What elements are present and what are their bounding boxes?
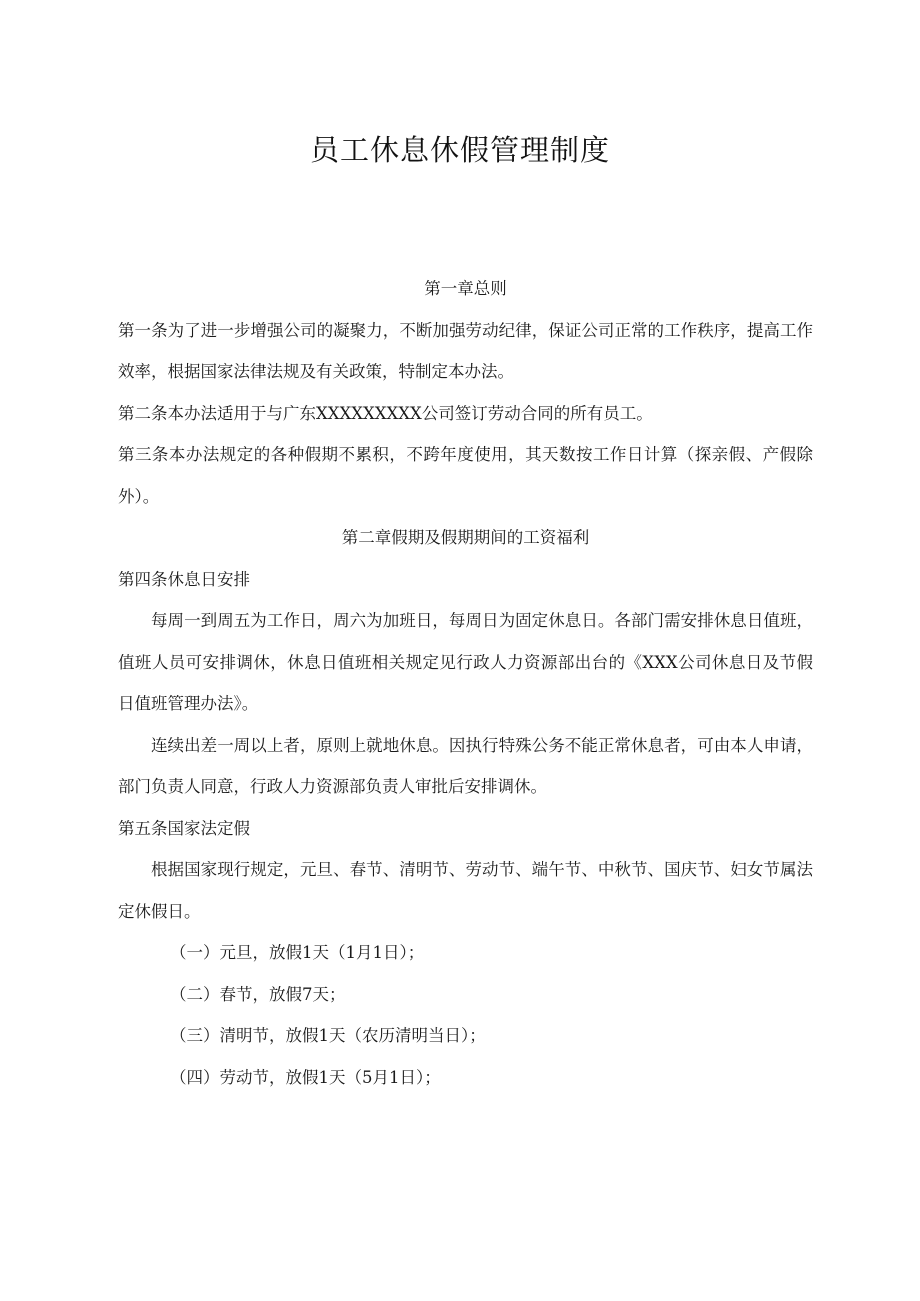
article-5-heading: 第五条国家法定假 <box>118 818 250 838</box>
holiday-item: （二）春节，放假7天； <box>170 984 346 1004</box>
article-2: 第二条本办法适用于与广东XXXXXXXXX公司签订劳动合同的所有员工。 <box>118 403 653 423</box>
holiday-item: （四）劳动节，放假1天（5月1日）； <box>170 1067 441 1087</box>
article-5-intro: 根据国家现行规定，元旦、春节、清明节、劳动节、端午节、中秋节、国庆节、妇女节属法定休假日。 <box>118 860 813 921</box>
chapter-2-heading: 第二章假期及假期期间的工资福利 <box>341 528 590 547</box>
holiday-item: （三）清明节，放假1天（农历清明当日）； <box>170 1026 486 1045</box>
holiday-item: （一）元旦，放假1天（1月1日）； <box>170 943 425 962</box>
article-4-paragraph-1: 每周一到周五为工作日，周六为加班日，每周日为固定休息日。各部门需安排休息日值班，值班人员可安排调休，休息日值班相关规定见行政人力资源部出台的《XXX公司休息日及节假日值班管理办法》。 <box>118 611 813 713</box>
document-title: 员工休息休假管理制度 <box>309 133 610 167</box>
article-1: 第一条为了进一步增强公司的凝聚力，不断加强劳动纪律，保证公司正常的工作秩序，提高工作效率，根据国家法律法规及有关政策，特制定本办法。 <box>118 320 813 381</box>
document-body <box>118 268 813 1098</box>
article-4-paragraph-2: 连续出差一周以上者，原则上就地休息。因执行特殊公务不能正常休息者，可由本人申请，部门负责人同意，行政人力资源部负责人审批后安排调休。 <box>118 735 813 796</box>
article-3: 第三条本办法规定的各种假期不累积，不跨年度使用，其天数按工作日计算（探亲假、产假除外）。 <box>118 445 813 506</box>
chapter-1-heading: 第一章总则 <box>424 279 507 298</box>
article-4-heading: 第四条休息日安排 <box>118 569 250 589</box>
